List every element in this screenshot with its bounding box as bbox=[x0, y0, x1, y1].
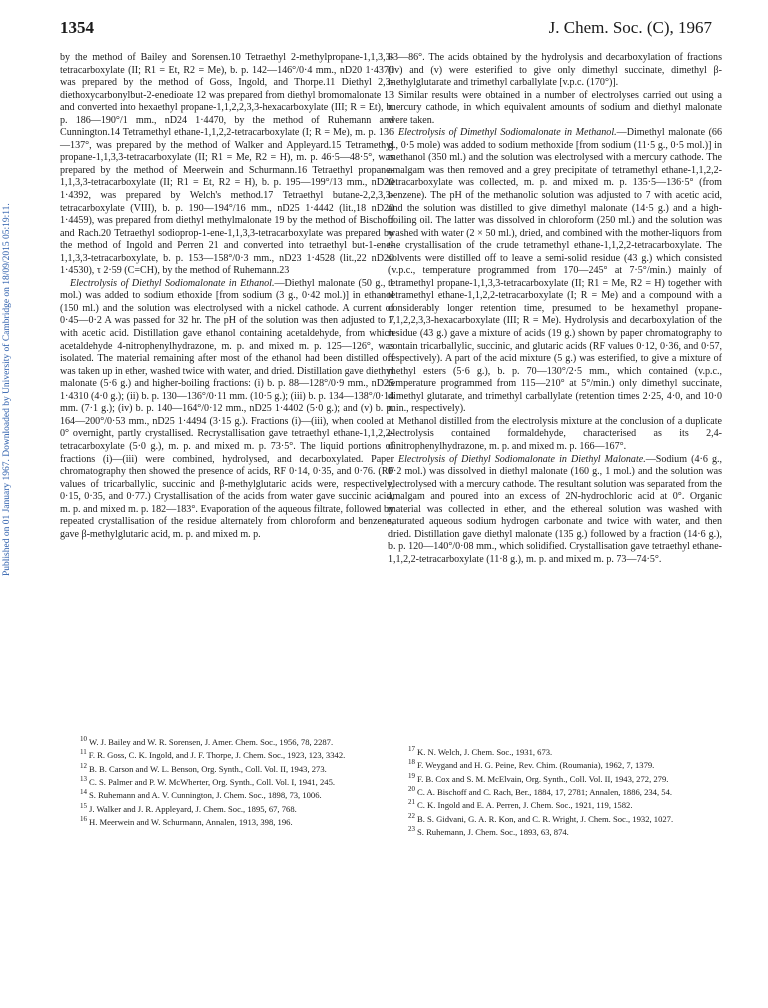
download-stamp[interactable]: Published on 01 January 1967. Downloaded by University of Cambridge on 18/09/2015 05:19:11. bbox=[2, 203, 12, 577]
reference-item: $^{13}$ C. S. Palmer and P. W. McWherter, Org. Synth., Coll. Vol. I, 1941, 245. bbox=[80, 775, 336, 787]
references-right bbox=[388, 744, 722, 838]
page-number: 1354 bbox=[60, 18, 94, 37]
paragraph-ethanol-electrolysis: Electrolysis of Diethyl Sodiomalonate in Ethanol.—Diethyl malonate (50 g., 1 mol.) was added to sodium ethoxide [from sodium (3 g., 0·42 mol.)] in ethanol (150 ml.) and the solution was electrolysed with a nickel cathode. A current of 0·45—0·2 A was passed for 32 hr. The pH of the solution was then adjusted to 7 with acetic acid. Distillation gave ethanol containing acetaldehyde, from which acetaldehyde 4-nitrophenylhydrazone, m. p. and mixed m. p. 125—126°, was isolated. The material remaining after most of the ethanol had been distilled off was taken up in ether, washed twice with water, and dried. Distillation gave diethyl malonate (5·6 g.) and higher-boiling fractions: (i) b. p. 88—128°/0·9 mm., nD25 1·4310 (4·0 g.); (ii) b. p. 130—136°/0·11 mm. (10·5 g.); (iii) b. p. 134—138°/0·14 mm. (7·1 g.); (iv) b. p. 140—164°/0·12 mm., nD25 1·4402 (5·0 g.); and (v) b. p. 164—200°/0·53 mm., nD25 1·4494 (3·15 g.). Fractions (i)—(iii), when cooled at 0° overnight, partly crystallised. Recrystallisation gave tetraethyl ethane-1,1,2,2-tetracarboxylate (5·0 g.), m. p. and mixed m. p. 73·5°. The liquid portions of fractions (i)—(iii) were combined, hydrolysed, and decarboxylated. Paper chromatography then showed the presence of acids, RF 0·14, 0·35, and 0·76. (RF values of tricarballylic, succinic and β-methylglutaric acids were, respectively, 0·15, 0·35, and 0·77.) Crystallisation of the acids from water gave succinic acid, m. p. and mixed m. p. 182—183°. Evaporation of the aqueous filtrate, followed by repeated crystallisation of the residue alternately from chloroform and benzene, gave β-methylglutaric acid, m. p. and mixed m. p. bbox=[60, 277, 395, 540]
reference-item: $^{18}$ F. Weygand and H. G. Peine, Rev. Chim. (Roumania), 1962, 7, 1379. bbox=[408, 758, 655, 771]
reference-item: $^{15}$ J. Walker and J. R. Appleyard, J. Chem. Soc., 1895, 67, 768. bbox=[80, 801, 297, 814]
reference-item: $^{20}$ C. A. Bischoff and C. Rach, Ber., 1884, 17, 2781; Annalen, 1886, 234, 54. bbox=[408, 785, 673, 797]
reference-item: $^{21}$ C. K. Ingold and E. A. Perren, J. Chem. Soc., 1921, 119, 1582. bbox=[408, 798, 633, 811]
paragraph-text: —Sodium (4·6 g., 0·2 mol.) was dissolved in diethyl malonate (160 g., 1 mol.) and the solution was electrolysed with a mercury cathode. The resultant solution was separated from the amalgam and poured into an excess of 2N-hydrochloric acid at 0°. Organic material was collected in ether, and the ethereal solution was washed with saturated aqueous sodium hydrogen carbonate and twice with water, and then dried. Distillation gave diethyl malonate (135 g.) followed by a fraction (14·6 g.), b. p. 120—140°/0·08 mm., which solidified. Crystallisation gave tetraethyl ethane-1,1,2,2-tetracarboxylate (11·8 g.), m. p. and mixed m. p. 73—74·5°. bbox=[388, 453, 722, 565]
reference-item: $^{12}$ B. B. Carson and W. L. Benson, Org. Synth., Coll. Vol. II, 1943, 273. bbox=[80, 761, 327, 774]
reference-item: $^{19}$ F. B. Cox and S. M. McElvain, Org. Synth., Coll. Vol. II, 1943, 272, 279. bbox=[408, 771, 669, 784]
reference-item: $^{10}$ W. J. Bailey and W. R. Sorensen, J. Amer. Chem. Soc., 1956, 78, 2287. bbox=[80, 735, 334, 747]
reference-item: $^{14}$ S. Ruhemann and A. V. Cunnington, J. Chem. Soc., 1898, 73, 1006. bbox=[80, 788, 322, 801]
reference-item: $^{22}$ B. S. Gidvani, G. A. R. Kon, and C. R. Wright, J. Chem. Soc., 1932, 1027. bbox=[408, 811, 674, 824]
reference-item: $^{23}$ S. Ruhemann, J. Chem. Soc., 1893, 63, 874. bbox=[408, 825, 569, 838]
paragraph-methanol-electrolysis: Electrolysis of Dimethyl Sodiomalonate in Methanol.—Dimethyl malonate (66 g., 0·5 mole) was added to sodium methoxide [from sodium (11·5 g., 0·5 mol.)] in methanol (350 ml.) and the solution was electrolysed with a mercury cathode. The amalgam was then removed and a grey precipitate of tetramethyl ethane-1,1,2,2-tetracarboxylate was collected, m. p. and mixed m. p. 135·5—136·5° (from benzene). The pH of the methanolic solution was adjusted to 7 with acetic acid, and the solution was distilled to give dimethyl malonate (14·5 g.) and a high-boiling oil. The latter was dissolved in chloroform (250 ml.) and the solution was washed with water (2 × 50 ml.), dried, and combined with the mother-liquors from the crystallisation of the crude tetramethyl ethane-1,1,2,2-tetracarboxylate. The solvents were distilled off to leave a semi-solid residue (43 g.) which consisted (v.p.c., temperature programmed from 170—245° at 7·5°/min.) mainly of tetramethyl propane-1,1,3,3-tetracarboxylate (II; R1 = Me, R2 = H) together with tetramethyl ethane-1,1,2,2-tetracarboxylate (I; R = Me) and a compound with a considerably longer retention time, presumed to be hexamethyl propane-1,1,2,2,3,3-hexacarboxylate (III; R = Me). Hydrolysis and decarboxylation of the residue (43 g.) gave a mixture of acids (19 g.) shown by paper chromatography to contain tricarballylic, succinic, and glutaric acids (RF values 0·12, 0·36, and 0·57, respectively). A part of the acid mixture (5 g.) was esterified, to give a mixture of methyl esters (5·6 g.), b. p. 70—130°/2·5 mm., which contained (v.p.c., temperature programmed from 115—210° at 5°/min.) only dimethyl succinate, dimethyl glutarate, and trimethyl carballylate (retention times 2·25, 4·0, and 10·0 min., respectively). bbox=[388, 127, 722, 415]
paragraph-continuation: 83—86°. The acids obtained by the hydrolysis and decarboxylation of fractions (iv) and (v) were esterified to give only dimethyl succinate, dimethyl β-methylglutarate and trimethyl carballylate [v.p.c. (170°)]. bbox=[388, 52, 722, 89]
paragraph-formaldehyde: Methanol distilled from the electrolysis mixture at the conclusion of a duplicate electrolysis contained formaldehyde, characterised as its 2,4-dinitrophenylhydrazone, m. p. and mixed m. p. 166—167°. bbox=[388, 415, 722, 452]
paragraph-text: Diethyl malonate (50 g., 1 mol.) was added to sodium ethoxide [from sodium (3 g., 0·42 mol.)] in ethanol (150 ml.) and the solution was electrolysed with a nickel cathode. A current of 0·45—0·2 A was passed for 32 hr. The pH of the solution was then adjusted to 7 with acetic acid. Distillation gave ethanol containing acetaldehyde, from which acetaldehyde 4-nitrophenylhydrazone, m. p. and mixed m. p. 125—126°, was isolated. The material remaining after most of the ethanol had been distilled off was taken up in ether, washed twice with water, and dried. Distillation gave diethyl malonate (5·6 g.) and higher-boiling fractions: (i) b. p. 88—128°/0·9 mm., nD25 1·4310 (4·0 g.); (ii) b. p. 130—136°/0·11 mm. (10·5 g.); (iii) b. p. 134—138°/0·14 mm. (7·1 g.); (iv) b. p. 140—164°/0·12 mm., nD25 1·4402 (5·0 g.); and (v) b. p. 164—200°/0·53 mm., nD25 1·4494 (3·15 g.). Fractions (i)—(iii), when cooled at 0° overnight, partly crystallised. Recrystallisation gave tetraethyl ethane-1,1,2,2-tetracarboxylate (5·0 g.), m. p. and mixed m. p. 73·5°. The liquid portions of fractions (i)—(iii) were combined, hydrolysed, and decarboxylated. Paper chromatography then showed the presence of acids, RF 0·14, 0·35, and 0·76. (RF values of tricarballylic, succinic and β-methylglutaric acids were, respectively, 0·15, 0·35, and 0·77.) Crystallisation of the acids from water gave succinic acid, m. p. and mixed m. p. 182—183°. Evaporation of the aqueous filtrate, followed by repeated crystallisation of the residue alternately from chloroform and benzene, gave β-methylglutaric acid, m. p. and mixed m. p. bbox=[60, 277, 395, 540]
reference-item: $^{16}$ H. Meerwein and W. Schurmann, Annalen, 1913, 398, 196. bbox=[80, 815, 293, 828]
reference-item: $^{17}$ K. N. Welch, J. Chem. Soc., 1931, 673. bbox=[408, 745, 553, 757]
reference-item: $^{11}$ F. R. Goss, C. K. Ingold, and J. F. Thorpe, J. Chem. Soc., 1923, 123, 3342. bbox=[80, 748, 346, 761]
left-column bbox=[60, 52, 394, 541]
paragraph-mercury-cathode: Similar results were obtained in a number of electrolyses carried out using a mercury cathode, in which equivalent amounts of sodium and diethyl malonate were taken. bbox=[388, 89, 722, 126]
section-heading-ethanol: Electrolysis of Diethyl Sodiomalonate in Ethanol. bbox=[70, 277, 275, 289]
section-heading-methanol: Electrolysis of Dimethyl Sodiomalonate in Methanol. bbox=[398, 127, 617, 139]
references-left bbox=[60, 734, 394, 828]
paragraph-malonate-electrolysis bbox=[388, 454, 722, 567]
journal-header: J. Chem. Soc. (C), 1967 bbox=[548, 18, 712, 37]
paragraph-synthesis: by the method of Bailey and Sorensen.10 Tetraethyl 2-methylpropane-1,1,3,3-tetracarboxylate (II; R1 = Et, R2 = Me), b. p. 142—146°/0·4 mm., nD20 1·4370 was prepared by the method of Goss, Ingold, and Thorpe.11 Diethyl 2,3-diethoxycarbonylbut-2-enedioate 12 was prepared from diethyl bromomalonate 13 and converted into hexaethyl propane-1,1,2,2,3,3-hexacarboxylate (III; R = Et), b. p. 186—190°/1 mm., nD24 1·4470, by the method of Ruhemann and Cunnington.14 Tetramethyl ethane-1,1,2,2-tetracarboxylate (I; R = Me), m. p. 136—137°, was prepared by the method of Walker and Appleyard.15 Tetramethyl propane-1,1,3,3-tetracarboxylate (II; R1 = Me, R2 = H), m. p. 46·5—48·5°, was prepared by the method of Meerwein and Schurmann.16 Tetraethyl propane-1,1,3,3-tetracarboxylate (II; R1 = Et, R2 = H), b. p. 195—199°/13 mm., nD20 1·4392, was prepared by Welch's method.17 Tetraethyl butane-2,2,3,3-tetracarboxylate (VIII), b. p. 190—194°/16 mm., nD25 1·4442 (lit.,18 nD20 1·4459), was prepared from diethyl methylmalonate 19 by the method of Bischoff and Rach.20 Tetraethyl sodioprop-1-ene-1,1,3,3-tetracarboxylate was prepared by the method of Ingold and Perren 21 and converted into tetraethyl but-1-ene-1,1,3,3-tetracarboxylate, b. p. 153—158°/0·3 mm., nD23 1·4528 (lit.,22 nD20 1·4530), τ 2·59 (C=CH), by the method of Ruhemann.23 bbox=[60, 52, 394, 277]
section-heading-diethyl-malonate: Electrolysis of Diethyl Sodiomalonate in Diethyl Malonate. bbox=[398, 453, 646, 465]
paragraph-text: Dimethyl malonate (66 g., 0·5 mole) was added to sodium methoxide [from sodium (11·5 g., 0·5 mol.)] in methanol (350 ml.) and the solution was electrolysed with a mercury cathode. The amalgam was then removed and a grey precipitate of tetramethyl ethane-1,1,2,2-tetracarboxylate was collected, m. p. and mixed m. p. 135·5—136·5° (from benzene). The pH of the methanolic solution was adjusted to 7 with acetic acid, and the solution was distilled to give dimethyl malonate (14·5 g.) and a high-boiling oil. The latter was dissolved in chloroform (250 ml.) and the solution was washed with water (2 × 50 ml.), dried, and combined with the mother-liquors from the crystallisation of the crude tetramethyl ethane-1,1,2,2-tetracarboxylate. The solvents were distilled off to leave a semi-solid residue (43 g.) which consisted (v.p.c., temperature programmed from 170—245° at 7·5°/min.) mainly of tetramethyl propane-1,1,3,3-tetracarboxylate (II; R1 = Me, R2 = H) together with tetramethyl ethane-1,1,2,2-tetracarboxylate (I; R = Me) and a compound with a considerably longer retention time, presumed to be hexamethyl propane-1,1,2,2,3,3-hexacarboxylate (III; R = Me). Hydrolysis and decarboxylation of the residue (43 g.) gave a mixture of acids (19 g.) shown by paper chromatography to contain tricarballylic, succinic, and glutaric acids (RF values 0·12, 0·36, and 0·57, respectively). A part of the acid mixture (5 g.) was esterified, to give a mixture of methyl esters (5·6 g.), b. p. 70—130°/2·5 mm., which contained (v.p.c., temperature programmed from 115—210° at 5°/min.) only dimethyl succinate, dimethyl glutarate, and trimethyl carballylate (retention times 2·25, 4·0, and 10·0 min., respectively). bbox=[388, 127, 722, 415]
right-column bbox=[388, 52, 722, 566]
